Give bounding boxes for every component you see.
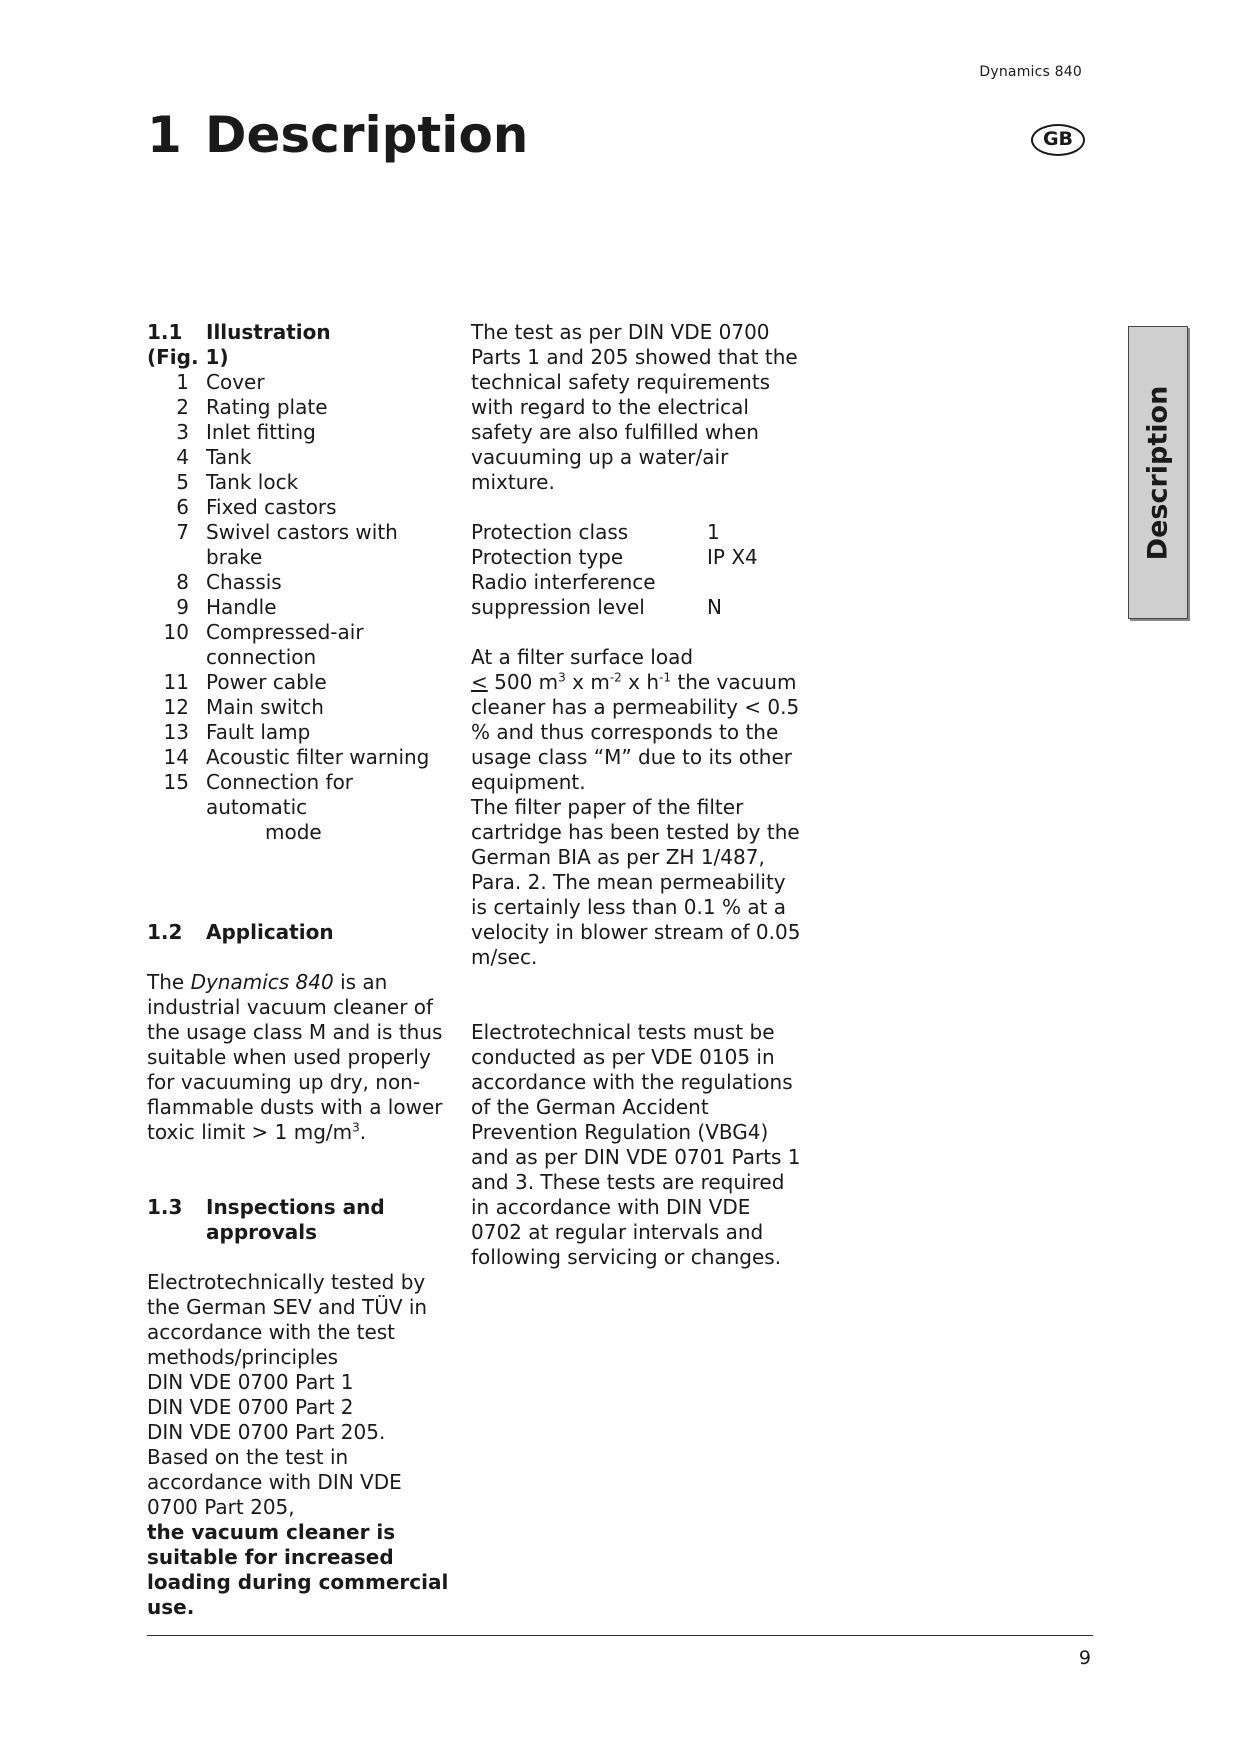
chapter-number: 1 [147,106,182,164]
part-number: 2 [176,395,189,419]
part-number [147,820,189,845]
part-label: Main switch [206,695,324,719]
superscript: -2 [609,670,622,685]
language-badge: GB [1031,124,1085,156]
part-number: 5 [176,470,189,494]
spec-row [471,520,801,545]
part-label: Rating plate [206,395,328,419]
part-number: 4 [176,445,189,469]
list-item [147,695,457,720]
part-label: Tank lock [206,470,299,494]
electrotechnical-tests-paragraph: Electrotechnical tests must be conducted as per VDE 0105 in accordance with the regulations of the German Accident Prevention Regulation (VBG4) and as per DIN VDE 0701 Parts 1 and 3. These tests are required in accordance with DIN VDE 0702 at regular intervals and following servicing or changes. [471,1020,801,1269]
part-number: 1 [176,370,189,394]
part-label: Swivel castors with brake [206,520,398,569]
spec-value: IP X4 [707,545,758,569]
paragraph-line: At a filter surface load [471,645,694,669]
part-label: Inlet fitting [206,420,316,444]
test-intro-paragraph: The test as per DIN VDE 0700 Parts 1 and 205 showed that the technical safety requirements with regard to the electrical safety are also fulfilled when vacuuming up a water/air mixture. [471,320,798,494]
application-paragraph [147,970,457,1145]
part-label: Acoustic filter warning [206,745,430,769]
text: 500 m [487,670,559,694]
right-column [471,320,801,1270]
list-item [147,720,457,745]
part-number: 12 [163,695,189,719]
chapter-title: Description [205,106,529,164]
spec-key: Radio interference [471,570,656,594]
paragraph-line: DIN VDE 0700 Part 1 [147,1370,354,1394]
part-number: 8 [176,570,189,594]
superscript: -1 [659,670,671,685]
list-item [147,570,457,595]
text: is an industrial vacuum cleaner of the usage class M and is thus suitable when used properly for vacuuming up dry, non-flammable dusts with a lower toxic limit > 1 mg/m [147,970,443,1144]
part-number: 10 [163,620,189,644]
list-item [147,620,457,670]
list-item [147,470,457,495]
text: . [359,1120,367,1144]
section-title: Illustration [206,320,331,344]
side-tab [1128,326,1188,619]
section-number: 1.2 [147,920,183,944]
spec-key: Protection type [471,545,624,569]
part-label: Compressed-air connection [206,620,364,669]
section-1-2-heading [147,920,457,945]
part-number: 3 [176,420,189,444]
spec-table [471,520,801,620]
text: the vacuum cleaner has a permeability < 0.5 % and thus corresponds to the usage class “M” due to its other equipment. [471,670,800,794]
spec-row [471,595,801,620]
spec-row [471,545,801,570]
list-item [147,820,457,845]
part-label: Tank [206,445,252,469]
spec-value: 1 [707,520,720,544]
less-equal-sign: < [471,670,488,694]
part-label: Cover [206,370,265,394]
paragraph-line: DIN VDE 0700 Part 205. [147,1420,386,1444]
list-item [147,745,457,770]
part-number: 14 [163,745,189,769]
superscript: 3 [352,1120,360,1135]
part-label: Power cable [206,670,327,694]
section-title: Application [206,920,334,944]
page-number: 9 [1078,1647,1091,1669]
part-label: Fault lamp [206,720,311,744]
inspections-text [147,1270,457,1620]
text: x h [621,670,660,694]
side-tab-label: Description [1142,385,1174,560]
section-number: 1.3 [147,1195,183,1219]
list-item [147,595,457,620]
paragraph-line: DIN VDE 0700 Part 2 [147,1395,354,1419]
part-number: 11 [163,670,189,694]
footer-divider [147,1635,1093,1636]
paragraph-line: Based on the test in accordance with DIN VDE 0700 Part 205, [147,1445,402,1519]
spec-key: Protection class [471,520,629,544]
list-item [147,420,457,445]
spec-key: suppression level [471,595,645,619]
list-item [147,520,457,570]
text: x m [565,670,610,694]
part-number: 15 [163,770,189,794]
bold-statement: the vacuum cleaner is suitable for increased loading during commercial use. [147,1520,449,1619]
part-number: 6 [176,495,189,519]
part-label: Handle [206,595,277,619]
header-doc-title: Dynamics 840 [979,64,1082,80]
left-column [147,320,457,1620]
filter-load-text [471,645,801,970]
part-number: 13 [163,720,189,744]
spec-row [471,570,801,595]
list-item [147,370,457,395]
filter-paper-paragraph: The filter paper of the filter cartridge has been tested by the German BIA as per ZH 1/487, Para. 2. The mean permeability is certainly less than 0.1 % at a velocity in blower stream of 0.05 m/sec. [471,795,801,969]
part-label: Chassis [206,570,282,594]
page-title [147,106,529,164]
part-label: Fixed castors [206,495,337,519]
product-name: Dynamics 840 [190,970,334,994]
part-label: mode [265,820,322,844]
section-title: Inspections and approvals [206,1195,385,1244]
section-1-3-heading [147,1195,457,1245]
figure-label: (Fig. 1) [147,345,229,369]
list-item [147,445,457,470]
spec-value: N [707,595,722,619]
list-item [147,395,457,420]
permeability-paragraph [471,670,801,795]
parts-list [147,370,457,845]
list-item [147,770,457,820]
part-number: 9 [176,595,189,619]
paragraph-line: Electrotechnically tested by the German SEV and TÜV in accordance with the test methods/principles [147,1270,428,1369]
part-label: Connection for automatic [206,770,354,819]
part-number: 7 [176,520,189,544]
section-number: 1.1 [147,320,183,344]
superscript: 3 [558,670,566,685]
section-1-1-heading [147,320,457,345]
list-item [147,670,457,695]
text: The [147,970,191,994]
list-item [147,495,457,520]
